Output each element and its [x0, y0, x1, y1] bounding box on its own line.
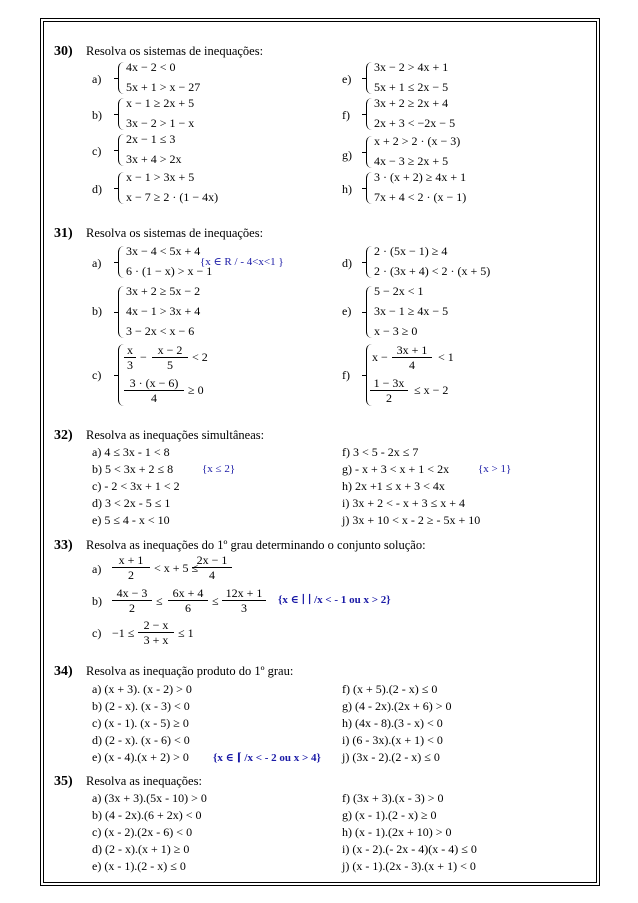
system-brace	[366, 98, 374, 130]
list-item: c) (x - 1). (x - 5) ≥ 0	[92, 716, 189, 730]
relation: ≤ x − 2	[414, 383, 449, 397]
system-brace	[118, 62, 126, 94]
denominator: 3	[241, 601, 247, 615]
inequation-line: 3x + 2 ≥ 5x − 2	[126, 284, 201, 298]
denominator: 6	[185, 601, 191, 615]
question-title: Resolva as inequações simultâneas:	[86, 428, 265, 442]
inequation-line: x − 1 > 3x + 5	[126, 170, 195, 184]
inequation-line: x − 1 ≥ 2x + 5	[126, 96, 195, 110]
list-item: j) (x - 1).(2x - 3).(x + 1) < 0	[342, 859, 476, 873]
question-number: 32)	[54, 428, 73, 443]
list-item: h) (x - 1).(2x + 10) > 0	[342, 825, 452, 839]
numerator: 2x − 1	[192, 553, 232, 568]
system-brace	[118, 286, 126, 338]
item-label: e)	[342, 72, 352, 86]
list-item: f) (x + 5).(2 - x) ≤ 0	[342, 682, 438, 696]
list-item: i) (6 - 3x).(x + 1) < 0	[342, 733, 443, 747]
inequation-line: 3x − 2 > 1 − x	[126, 116, 195, 130]
fraction	[112, 553, 150, 582]
list-item: g) - x + 3 < x + 1 < 2x	[342, 462, 450, 476]
list-item: e) (x - 1).(2 - x) ≤ 0	[92, 859, 186, 873]
item-label: c)	[92, 368, 102, 382]
question-number: 33)	[54, 538, 73, 553]
inequation-line: 3 · (x + 2) ≥ 4x + 1	[374, 170, 467, 184]
numerator: 4x − 3	[112, 586, 152, 601]
numerator: x + 1	[112, 553, 150, 568]
question-number: 34)	[54, 664, 73, 679]
answer-annotation: {x ∈ ∣ ∣ /x < - 1 ou x > 2}	[278, 594, 391, 606]
item-label: a)	[92, 72, 102, 86]
inequation-line: x − 7 ≥ 2 · (1 − 4x)	[126, 190, 219, 204]
list-item: b) (2 - x). (x - 3) < 0	[92, 699, 190, 713]
list-item: d) (2 - x).(x + 1) ≥ 0	[92, 842, 190, 856]
item-label: e)	[342, 304, 352, 318]
operator: −	[140, 350, 147, 364]
question-title: Resolva as inequações do 1º grau determinando o conjunto solução:	[86, 538, 426, 552]
question-number: 35)	[54, 774, 73, 789]
denominator: 2	[386, 391, 392, 405]
list-item: j) (3x - 2).(2 - x) ≤ 0	[342, 750, 440, 764]
list-item: f) (3x + 3).(x - 3) > 0	[342, 791, 444, 805]
expression: ≤ 1	[178, 626, 194, 640]
relation: ≤	[212, 594, 219, 608]
denominator: 4	[209, 568, 215, 582]
denominator: 2	[128, 568, 134, 582]
list-item: a) (x + 3). (x - 2) > 0	[92, 682, 192, 696]
inequation-line: 3x − 4 < 5x + 4	[126, 244, 201, 258]
list-item: e) 5 ≤ 4 - x < 10	[92, 513, 170, 527]
system-brace	[118, 98, 126, 130]
expression: x −	[372, 350, 388, 364]
fraction	[152, 343, 188, 372]
numerator: 3 · (x − 6)	[124, 376, 184, 391]
fraction	[124, 343, 136, 372]
inequation-line: 2 · (5x − 1) ≥ 4	[374, 244, 448, 258]
list-item: g) (4 - 2x).(2x + 6) > 0	[342, 699, 452, 713]
inequation-line: 3x − 1 ≥ 4x − 5	[374, 304, 449, 318]
question-title: Resolva os sistemas de inequações:	[86, 226, 264, 240]
inequation-line: x + 2 > 2 · (x − 3)	[374, 134, 461, 148]
expression: −1 ≤	[112, 626, 135, 640]
list-item: e) (x - 4).(x + 2) > 0	[92, 750, 189, 764]
system-brace	[366, 172, 374, 204]
list-item: h) (4x - 8).(3 - x) < 0	[342, 716, 443, 730]
answer-annotation: {x ≤ 2}	[202, 463, 236, 475]
inequation-line: 2 · (3x + 4) < 2 · (x + 5)	[374, 264, 491, 278]
fraction	[112, 586, 152, 615]
denominator: 4	[151, 391, 157, 405]
list-item: d) 3 < 2x - 5 ≤ 1	[92, 496, 171, 510]
relation: ≥ 0	[188, 383, 204, 397]
system-brace	[366, 246, 374, 278]
inequation-line: 3x + 2 ≥ 2x + 4	[374, 96, 449, 110]
denominator: 5	[167, 358, 173, 372]
relation: < 1	[438, 350, 454, 364]
question-title: Resolva as inequações:	[86, 774, 202, 788]
item-label: d)	[342, 256, 352, 270]
list-item: i) 3x + 2 < - x + 3 ≤ x + 4	[342, 496, 465, 510]
relation: ≤	[156, 594, 163, 608]
item-label: a)	[92, 562, 102, 576]
list-item: a) (3x + 3).(5x - 10) > 0	[92, 791, 207, 805]
inequation-line: 3x + 4 > 2x	[126, 152, 182, 166]
system-brace	[118, 172, 126, 204]
answer-annotation: {x > 1}	[478, 463, 512, 475]
question-title: Resolva os sistemas de inequações:	[86, 44, 264, 58]
inequation-line: 4x − 1 > 3x + 4	[126, 304, 201, 318]
item-label: b)	[92, 304, 102, 318]
inequation-line: x − 3 ≥ 0	[374, 324, 418, 338]
system-brace	[366, 286, 374, 338]
denominator: 4	[409, 358, 415, 372]
numerator: 6x + 4	[168, 586, 208, 601]
item-label: a)	[92, 256, 102, 270]
list-item: c) - 2 < 3x + 1 < 2	[92, 479, 180, 493]
inequation-line: 3x − 2 > 4x + 1	[374, 60, 449, 74]
question-number: 31)	[54, 226, 73, 241]
numerator: 3x + 1	[392, 343, 432, 358]
numerator: x − 2	[152, 343, 188, 358]
item-label: h)	[342, 182, 352, 196]
fraction	[392, 343, 432, 372]
relation: < 2	[192, 350, 208, 364]
list-item: i) (x - 2).(- 2x - 4)(x - 4) ≤ 0	[342, 842, 477, 856]
item-label: f)	[342, 368, 350, 382]
item-label: d)	[92, 182, 102, 196]
numerator: 2 − x	[138, 618, 174, 633]
numerator: 1 − 3x	[370, 376, 408, 391]
inequation-line: 4x − 2 < 0	[126, 60, 176, 74]
inequation-line: 2x + 3 < −2x − 5	[374, 116, 456, 130]
numerator: 12x + 1	[222, 586, 266, 601]
inequation-line: 5x + 1 > x − 27	[126, 80, 201, 94]
fraction	[124, 376, 184, 405]
list-item: d) (2 - x). (x - 6) < 0	[92, 733, 190, 747]
answer-annotation: {x ∈ R / - 4<x<1 }	[200, 256, 284, 268]
inequation-line: 3 − 2x < x − 6	[126, 324, 195, 338]
item-label: b)	[92, 108, 102, 122]
list-item: c) (x - 2).(2x - 6) < 0	[92, 825, 193, 839]
system-brace	[118, 134, 126, 166]
system-brace	[118, 246, 126, 278]
system-brace	[366, 62, 374, 94]
fraction	[138, 618, 174, 647]
numerator: x	[124, 343, 136, 358]
system-brace	[366, 136, 374, 168]
list-item: j) 3x + 10 < x - 2 ≥ - 5x + 10	[342, 513, 481, 527]
list-item: b) 5 < 3x + 2 ≤ 8	[92, 462, 174, 476]
item-label: g)	[342, 148, 352, 162]
item-label: b)	[92, 594, 102, 608]
fraction	[192, 553, 232, 582]
denominator: 3	[127, 358, 133, 372]
expression: < x + 5 ≤	[154, 561, 199, 575]
inequation-line: 6 · (1 − x) > x − 1	[126, 264, 213, 278]
list-item: g) (x - 1).(2 - x) ≥ 0	[342, 808, 437, 822]
inequation-line: 7x + 4 < 2 · (x − 1)	[374, 190, 467, 204]
list-item: a) 4 ≤ 3x - 1 < 8	[92, 445, 170, 459]
fraction	[168, 586, 208, 615]
list-item: f) 3 < 5 - 2x ≤ 7	[342, 445, 419, 459]
denominator: 2	[129, 601, 135, 615]
question-title: Resolva as inequação produto do 1º grau:	[86, 664, 294, 678]
answer-annotation: {x ∈ ⌈ /x < - 2 ou x > 4}	[213, 752, 321, 764]
fraction	[370, 376, 408, 405]
list-item: b) (4 - 2x).(6 + 2x) < 0	[92, 808, 202, 822]
inequation-line: 5 − 2x < 1	[374, 284, 424, 298]
inequation-line: 5x + 1 ≤ 2x − 5	[374, 80, 449, 94]
item-label: c)	[92, 626, 102, 640]
inequation-line: 4x − 3 ≥ 2x + 5	[374, 154, 449, 168]
item-label: c)	[92, 144, 102, 158]
question-number: 30)	[54, 44, 73, 59]
fraction	[222, 586, 266, 615]
list-item: h) 2x +1 ≤ x + 3 < 4x	[342, 479, 445, 493]
denominator: 3 + x	[143, 633, 169, 647]
inequation-line: 2x − 1 ≤ 3	[126, 132, 176, 146]
item-label: f)	[342, 108, 350, 122]
